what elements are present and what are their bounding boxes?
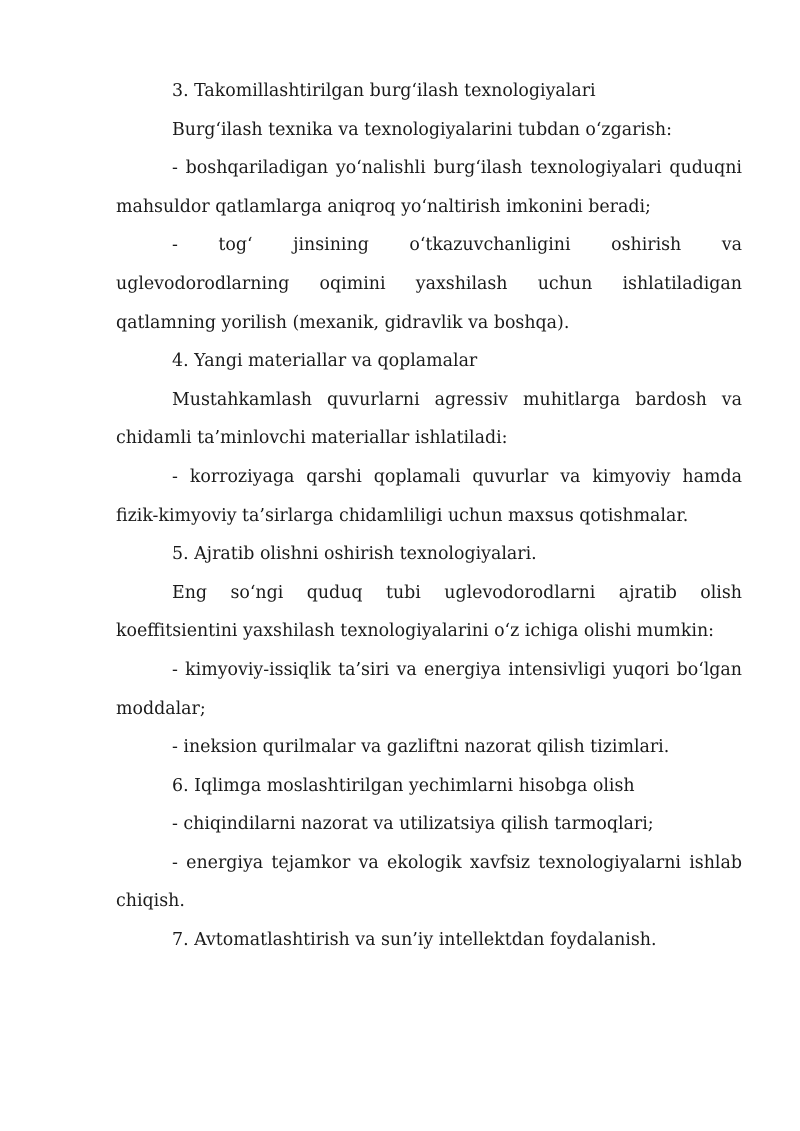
list-item: - energiya tejamkor va ekologik xavfsiz texnologiyalarni ishlab chiqish. <box>116 852 742 912</box>
list-item: - ineksion qurilmalar va gazliftni nazorat qilish tizimlari. <box>172 737 670 758</box>
section-heading-climate: 6. Iqlimga moslashtirilgan yechimlarni hisobga olish <box>172 775 635 796</box>
section-heading-recovery: 5. Ajratib olishni oshirish texnologiyalari. <box>172 544 537 565</box>
paragraph: Burg‘ilash texnika va texnologiyalarini tubdan o‘zgarish: <box>172 119 672 140</box>
list-item: - chiqindilarni nazorat va utilizatsiya qilish tarmoqlari; <box>172 814 654 835</box>
list-item: - tog‘ jinsining o‘tkazuvchanligini oshirish va uglevodorodlarning oqimini yaxshilash uchun ishlatiladigan qatlamning yorilish (mexanik, gidravlik va boshqa). <box>116 235 742 333</box>
section-heading-drilling: 3. Takomillashtirilgan burg‘ilash texnologiyalari <box>172 81 596 101</box>
list-item: - korroziyaga qarshi qoplamali quvurlar va kimyoviy hamda fizik-kimyoviy ta’sirlarga chidamliligi uchun maxsus qotishmalar. <box>116 466 742 526</box>
paragraph: Mustahkamlash quvurlarni agressiv muhitlarga bardosh va chidamli ta’minlovchi materiallar ishlatiladi: <box>116 389 742 449</box>
section-heading-materials: 4. Yangi materiallar va qoplamalar <box>172 351 478 372</box>
list-item: - kimyoviy-issiqlik ta’siri va energiya intensivligi yuqori bo‘lgan moddalar; <box>116 659 742 719</box>
list-item: - boshqariladigan yo‘nalishli burg‘ilash texnologiyalari quduqni mahsuldor qatlamlarga aniqroq yo‘naltirish imkonini beradi; <box>116 158 742 217</box>
section-heading-automation: 7. Avtomatlashtirish va sun’iy intellektdan foydalanish. <box>172 930 657 951</box>
paragraph: Eng so‘ngi quduq tubi uglevodorodlarni ajratib olish koeffitsientini yaxshilash texnologiyalarini o‘z ichiga olishi mumkin: <box>116 582 742 642</box>
document-body <box>116 72 742 960</box>
